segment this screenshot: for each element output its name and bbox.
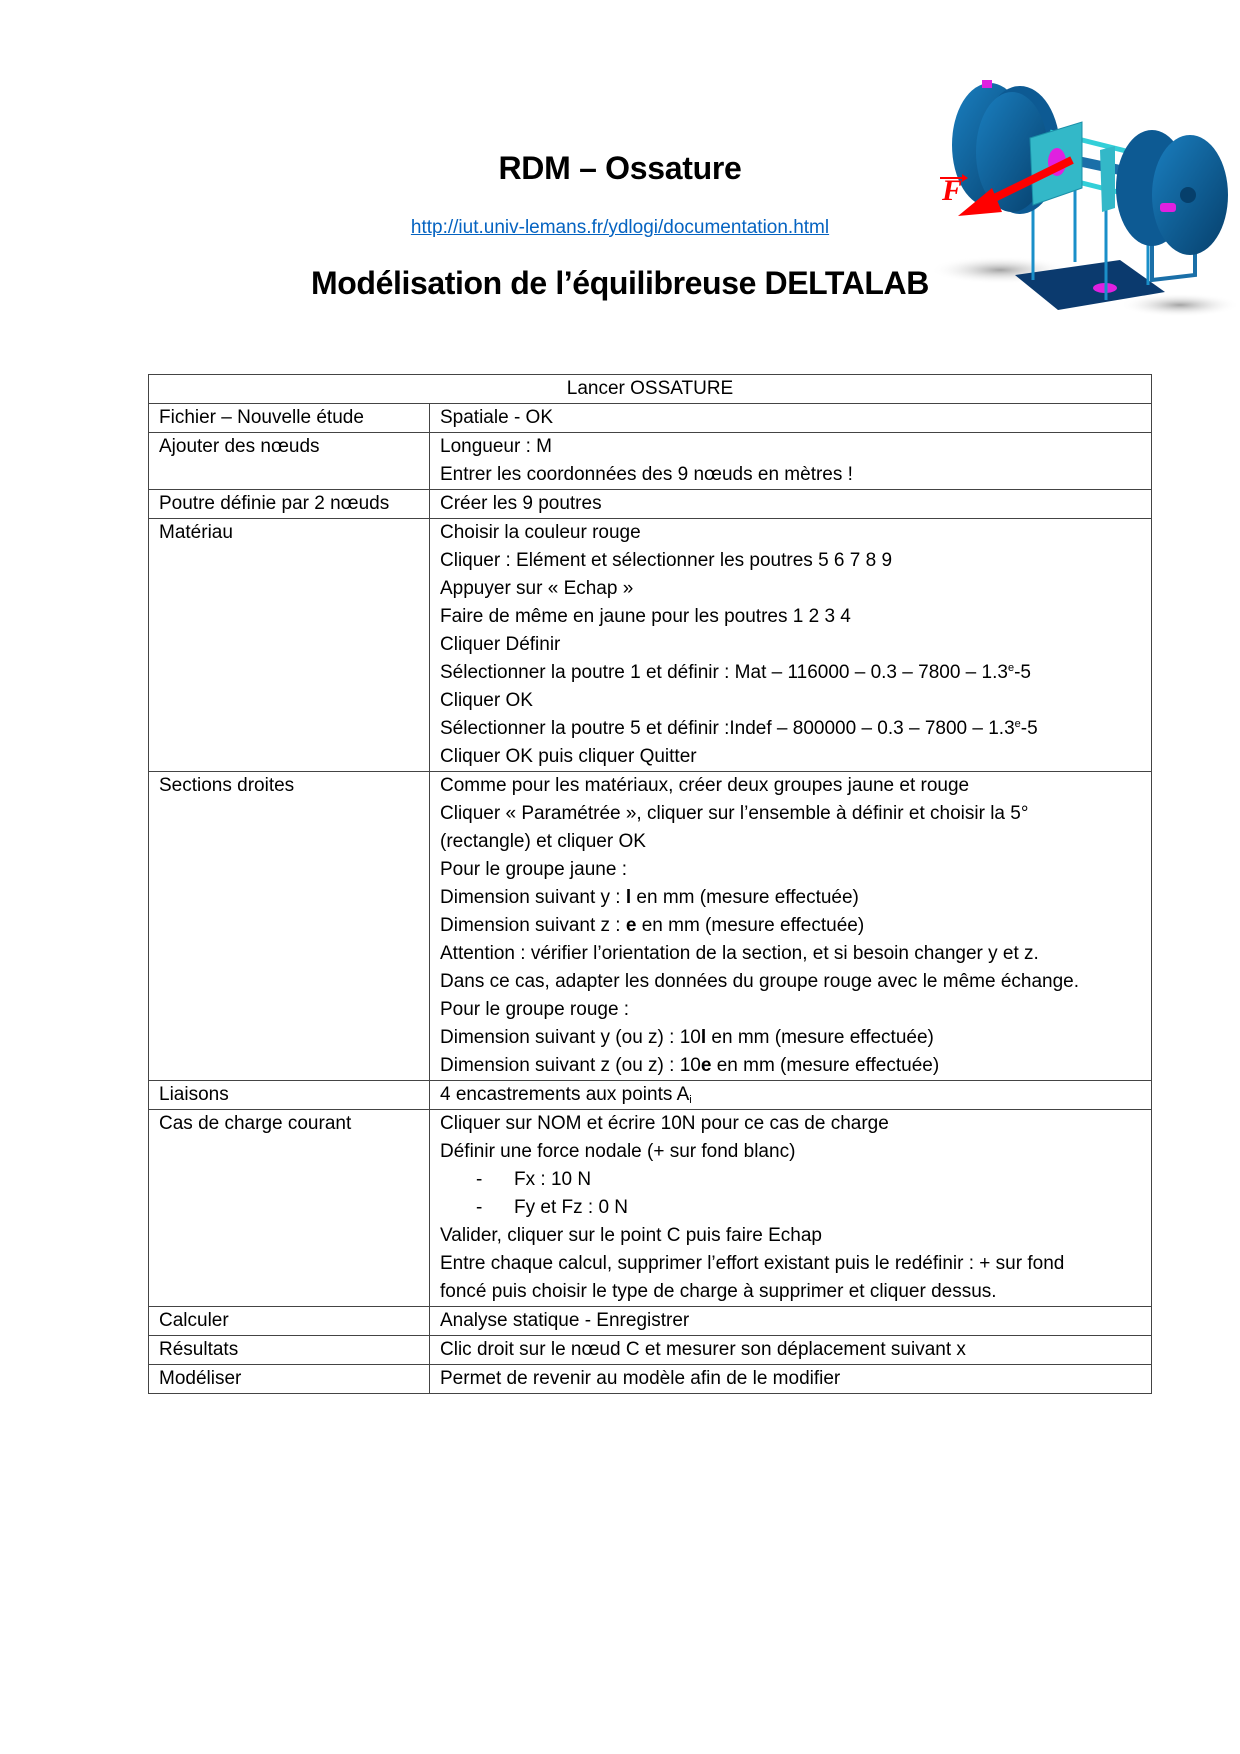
instruction-line: Cliquer Définir bbox=[440, 634, 561, 655]
exponent-tail: -5 bbox=[1014, 662, 1031, 683]
dash-bullet-icon: - bbox=[476, 1169, 483, 1190]
instruction-line: Cliquer « Paramétrée », cliquer sur l’ensemble à définir et choisir la 5° bbox=[440, 803, 1029, 824]
instruction-line bbox=[440, 1052, 1141, 1080]
instruction-line: Faire de même en jaune pour les poutres 1 2 3 4 bbox=[440, 606, 851, 627]
bold-variable: e bbox=[700, 1055, 712, 1076]
instruction-line: Pour le groupe rouge : bbox=[440, 999, 630, 1020]
table-row bbox=[149, 1081, 1152, 1110]
exponent: e bbox=[1007, 662, 1015, 674]
instruction-line: Longueur : M bbox=[440, 436, 552, 457]
step-instructions bbox=[430, 519, 1152, 772]
documentation-link[interactable]: http://iut.univ-lemans.fr/ydlogi/documentation.html bbox=[410, 217, 830, 238]
bullet-item bbox=[440, 1166, 1141, 1194]
step-instructions bbox=[430, 1307, 1152, 1336]
instruction-line: Valider, cliquer sur le point C puis faire Echap bbox=[440, 1225, 822, 1246]
instruction-text: Dimension suivant z (ou z) : 10 bbox=[440, 1055, 701, 1076]
instruction-line: Cliquer sur NOM et écrire 10N pour ce cas de charge bbox=[440, 1113, 889, 1134]
instruction-line: Dans ce cas, adapter les données du groupe rouge avec le même échange. bbox=[440, 971, 1080, 992]
table-header: Lancer OSSATURE bbox=[149, 375, 1152, 404]
step-instructions bbox=[430, 772, 1152, 1081]
step-instructions bbox=[430, 1081, 1152, 1110]
instruction-line: Permet de revenir au modèle afin de le modifier bbox=[440, 1368, 841, 1389]
measure-suffix: en mm (mesure effectuée) bbox=[711, 1055, 940, 1076]
step-instructions bbox=[430, 1336, 1152, 1365]
instruction-line: Clic droit sur le nœud C et mesurer son déplacement suivant x bbox=[440, 1339, 966, 1360]
exponent-tail: -5 bbox=[1020, 718, 1038, 739]
table-header-row bbox=[149, 375, 1152, 404]
instruction-text: Dimension suivant y : bbox=[440, 887, 626, 908]
instruction-line: Choisir la couleur rouge bbox=[440, 522, 641, 543]
right-pin-icon bbox=[1160, 203, 1176, 212]
instruction-line: Entre chaque calcul, supprimer l’effort existant puis le redéfinir : + sur fond bbox=[440, 1253, 1065, 1274]
table-row bbox=[149, 772, 1152, 1081]
table-row bbox=[149, 404, 1152, 433]
instruction-line: Appuyer sur « Echap » bbox=[440, 578, 634, 599]
step-label: Poutre définie par 2 nœuds bbox=[149, 490, 430, 519]
step-label: Calculer bbox=[149, 1307, 430, 1336]
left-pin-icon bbox=[982, 80, 992, 88]
step-label: Fichier – Nouvelle étude bbox=[149, 404, 430, 433]
bullet-text: Fx : 10 N bbox=[514, 1169, 592, 1190]
exponent: e bbox=[1014, 718, 1021, 730]
step-label: Cas de charge courant bbox=[149, 1110, 430, 1307]
bold-variable: l bbox=[625, 887, 632, 908]
step-instructions bbox=[430, 433, 1152, 490]
step-label: Ajouter des nœuds bbox=[149, 433, 430, 490]
measure-suffix: en mm (mesure effectuée) bbox=[706, 1027, 934, 1048]
table-row bbox=[149, 1110, 1152, 1307]
instruction-line: Définir une force nodale (+ sur fond blanc) bbox=[440, 1141, 796, 1162]
step-label: Liaisons bbox=[149, 1081, 430, 1110]
instruction-line: Entrer les coordonnées des 9 nœuds en mètres ! bbox=[440, 464, 853, 485]
table-row bbox=[149, 1307, 1152, 1336]
instruction-line: Attention : vérifier l’orientation de la section, et si besoin changer y et z. bbox=[440, 943, 1039, 964]
instruction-line: Analyse statique - Enregistrer bbox=[440, 1310, 690, 1331]
instruction-line bbox=[440, 1081, 1141, 1109]
instruction-line bbox=[440, 912, 1141, 940]
step-label: Résultats bbox=[149, 1336, 430, 1365]
instruction-text: Dimension suivant y (ou z) : 10 bbox=[440, 1027, 701, 1048]
step-instructions bbox=[430, 490, 1152, 519]
instruction-line: Pour le groupe jaune : bbox=[440, 859, 627, 880]
table-row bbox=[149, 1365, 1152, 1394]
instruction-line: Cliquer : Elément et sélectionner les poutres 5 6 7 8 9 bbox=[440, 550, 893, 571]
subscript: i bbox=[689, 1094, 692, 1106]
dash-bullet-icon: - bbox=[476, 1197, 483, 1218]
step-instructions bbox=[430, 1365, 1152, 1394]
instruction-text: Sélectionner la poutre 5 et définir :Indef – 800000 – 0.3 – 7800 – 1.3 bbox=[440, 718, 1015, 739]
table-row bbox=[149, 490, 1152, 519]
bullet-text: Fy et Fz : 0 N bbox=[514, 1197, 629, 1218]
instruction-line: (rectangle) et cliquer OK bbox=[440, 831, 646, 852]
instruction-line bbox=[440, 1024, 1141, 1052]
instruction-line bbox=[440, 884, 1141, 912]
instruction-line bbox=[440, 659, 1141, 687]
document-title: RDM – Ossature bbox=[498, 150, 742, 186]
instruction-line: Comme pour les matériaux, créer deux groupes jaune et rouge bbox=[440, 775, 970, 796]
instruction-text: 4 encastrements aux points A bbox=[440, 1084, 690, 1105]
instruction-line bbox=[440, 715, 1141, 743]
step-label: Sections droites bbox=[149, 772, 430, 1081]
document-subtitle: Modélisation de l’équilibreuse DELTALAB bbox=[311, 265, 929, 301]
step-instructions bbox=[430, 404, 1152, 433]
balancing-machine-illustration bbox=[920, 70, 1240, 330]
procedure-table bbox=[148, 374, 1152, 1394]
instruction-text: Sélectionner la poutre 1 et définir : Mat – 116000 – 0.3 – 7800 – 1.3 bbox=[440, 662, 1008, 683]
table-row bbox=[149, 519, 1152, 772]
table-row bbox=[149, 1336, 1152, 1365]
step-instructions bbox=[430, 1110, 1152, 1307]
instruction-line: Cliquer OK puis cliquer Quitter bbox=[440, 746, 697, 767]
svg-text:F: F bbox=[942, 174, 963, 207]
measure-suffix: en mm (mesure effectuée) bbox=[631, 887, 859, 908]
bullet-item bbox=[440, 1194, 1141, 1222]
table-row bbox=[149, 433, 1152, 490]
step-label: Matériau bbox=[149, 519, 430, 772]
step-label: Modéliser bbox=[149, 1365, 430, 1394]
bold-variable: l bbox=[700, 1027, 707, 1048]
instruction-line: Cliquer OK bbox=[440, 690, 533, 711]
instruction-line: foncé puis choisir le type de charge à supprimer et cliquer dessus. bbox=[440, 1281, 997, 1302]
bold-variable: e bbox=[625, 915, 637, 936]
instruction-line: Créer les 9 poutres bbox=[440, 493, 602, 514]
instruction-text: Dimension suivant z : bbox=[440, 915, 626, 936]
instruction-line: Spatiale - OK bbox=[440, 407, 553, 428]
measure-suffix: en mm (mesure effectuée) bbox=[636, 915, 865, 936]
